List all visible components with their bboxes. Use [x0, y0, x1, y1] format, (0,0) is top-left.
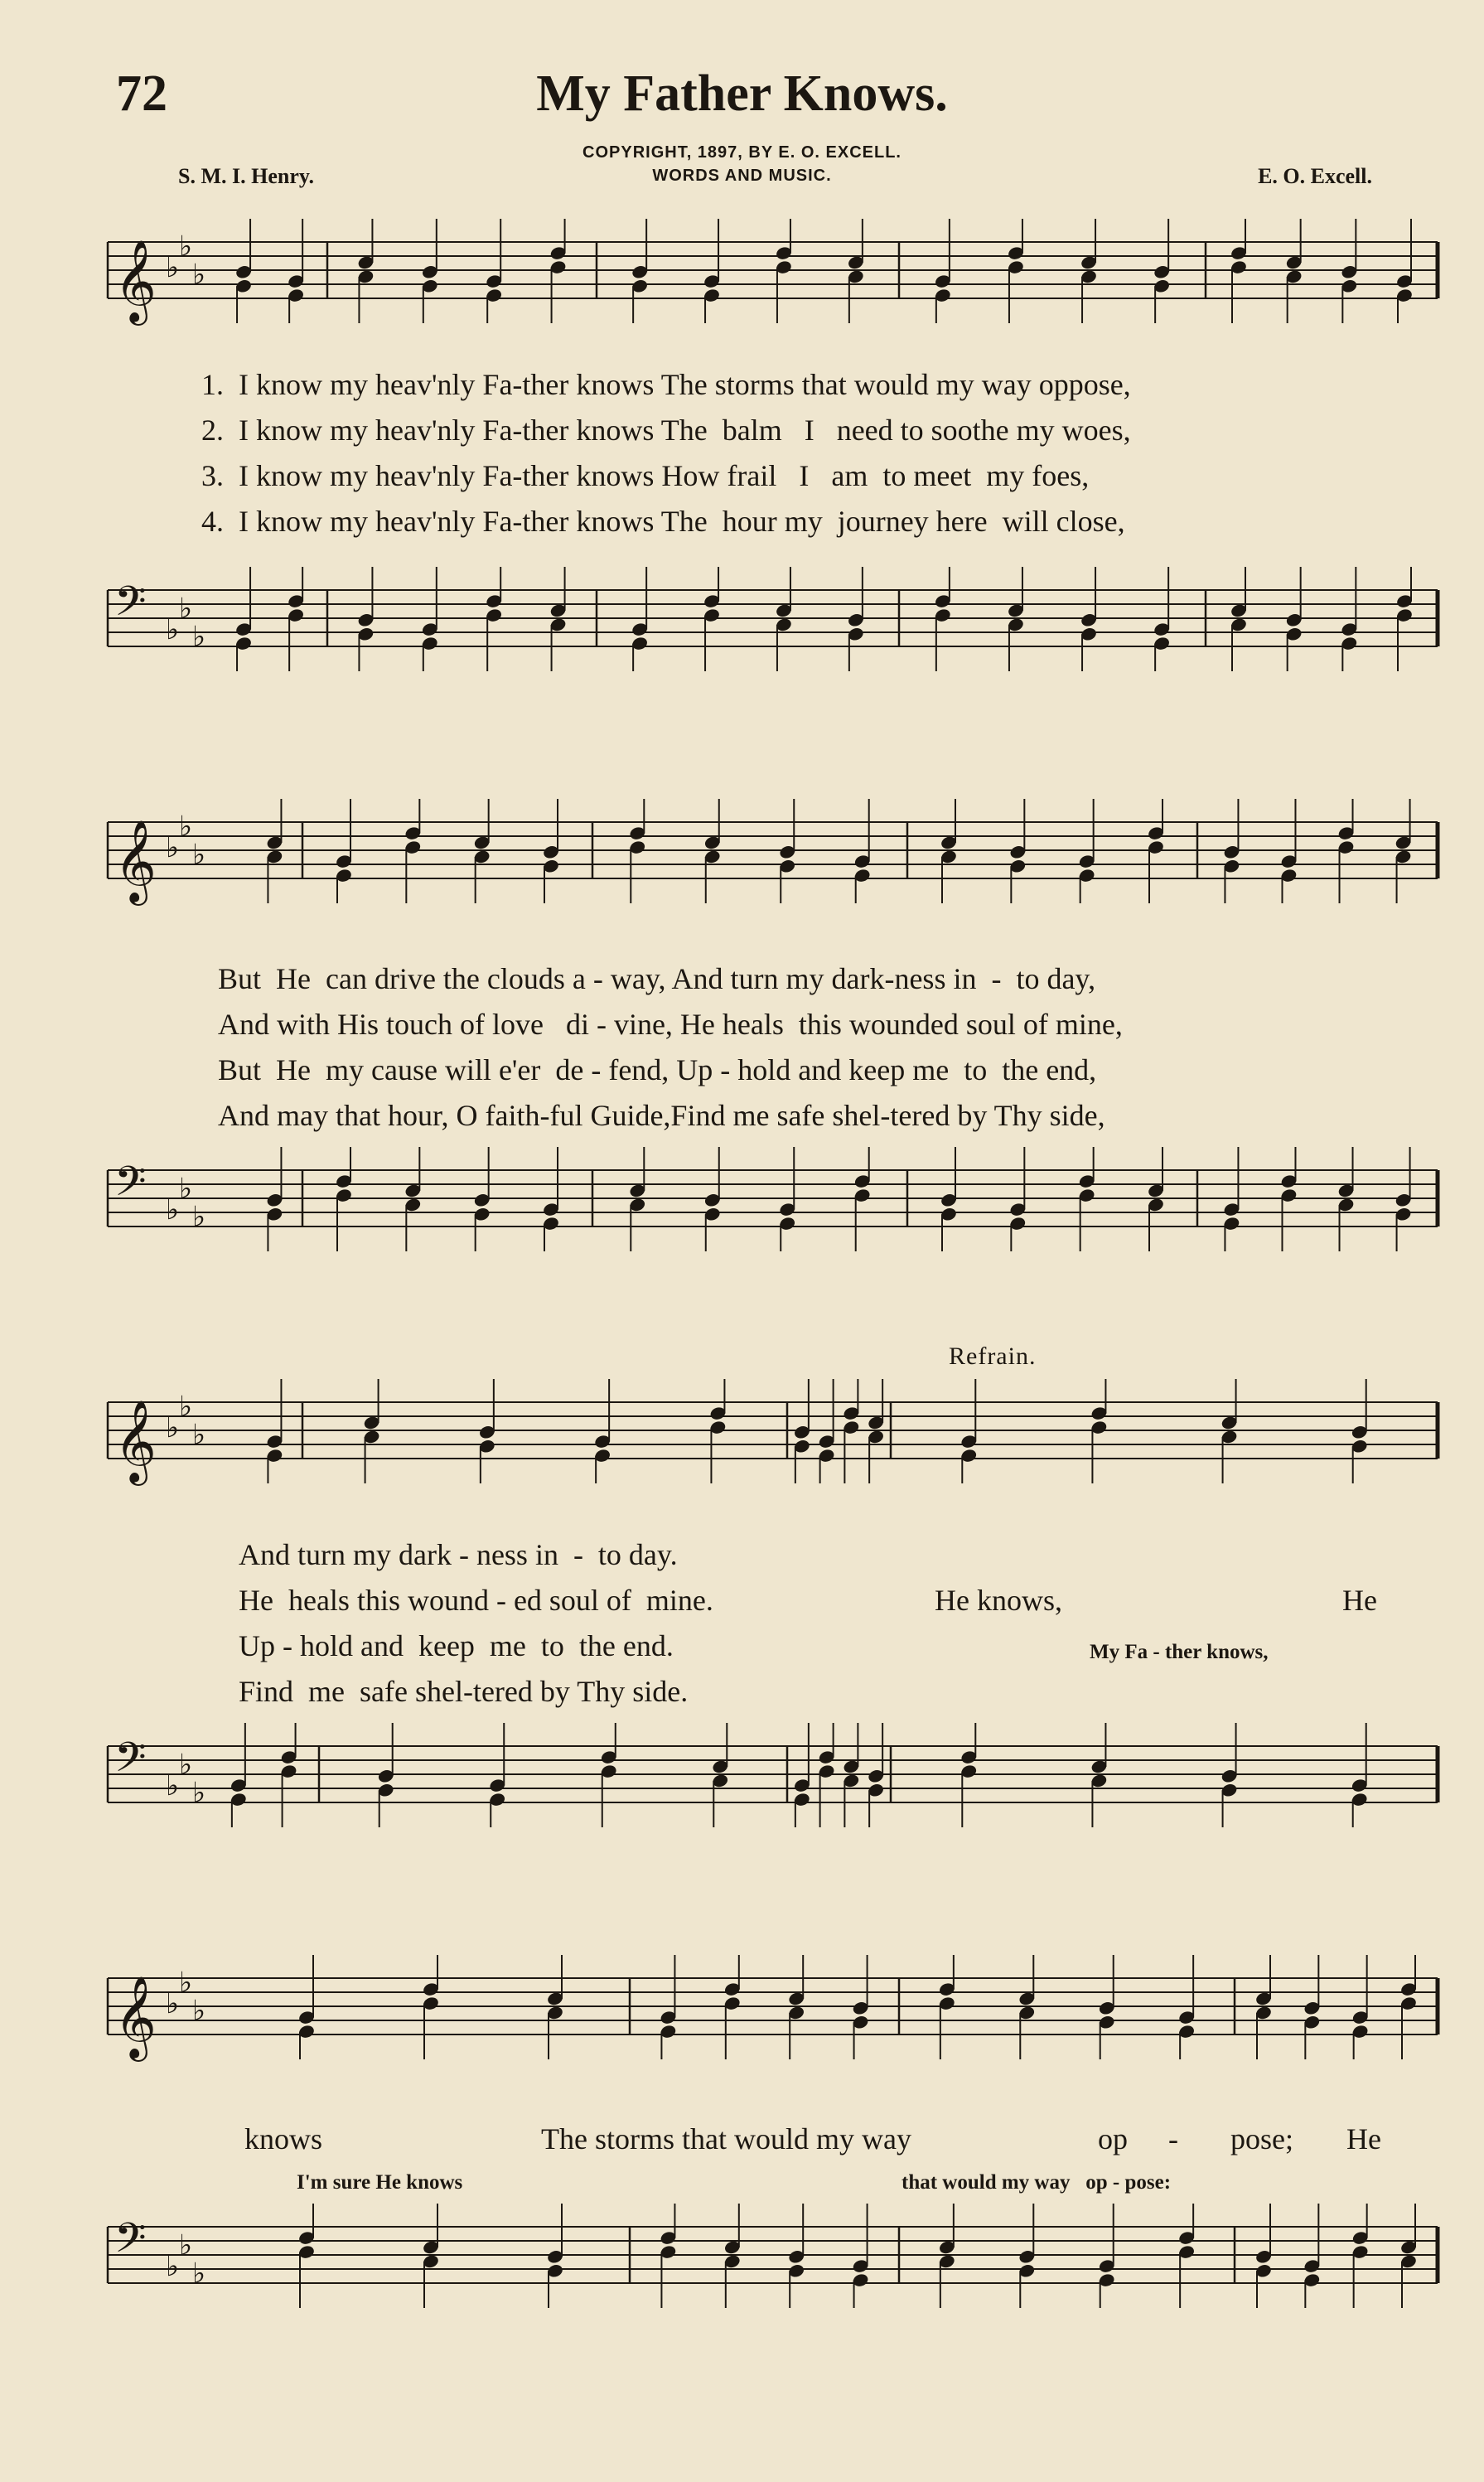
verse-line: 3. I know my heav'nly Fa-ther knows How frail I am to meet my foes,	[201, 459, 1090, 492]
hymn-title: My Father Knows.	[536, 65, 948, 122]
flat-sign-icon: ♭	[166, 251, 180, 284]
verse-word: pose;	[1230, 2122, 1293, 2155]
verse-line: But He my cause will e'er de - fend, Up - hold and keep me to the end,	[218, 1053, 1097, 1086]
flat-sign-icon: ♭	[192, 838, 206, 872]
refrain-he-knows: He knows,	[935, 1584, 1062, 1617]
flat-sign-icon: ♭	[192, 2257, 206, 2291]
bass-clef-icon: 𝄢	[114, 1158, 147, 1216]
verse-word: knows	[244, 2122, 323, 2155]
flat-sign-icon: ♭	[192, 258, 206, 292]
flat-sign-icon: ♭	[192, 1994, 206, 2028]
flat-sign-icon: ♭	[166, 1411, 180, 1444]
bass-staff-system-1	[0, 572, 1484, 738]
flat-sign-icon: ♭	[192, 1776, 206, 1810]
refrain-he: He	[1342, 1584, 1377, 1617]
bass-staff-system-4	[0, 2209, 1484, 2399]
flat-sign-icon: ♭	[179, 2228, 193, 2262]
flat-sign-icon: ♭	[166, 831, 180, 864]
refrain-label: Refrain.	[949, 1343, 1037, 1370]
bass-staff-system-2	[0, 1152, 1484, 1309]
flat-sign-icon: ♭	[166, 2250, 180, 2283]
bass-staff-system-3	[0, 1728, 1484, 1894]
verse-line: And may that hour, O faith-ful Guide,Find me safe shel-tered by Thy side,	[218, 1099, 1105, 1132]
verse-line: 1. I know my heav'nly Fa-ther knows The storms that would my way oppose,	[201, 368, 1131, 401]
bass-clef-icon: 𝄢	[114, 1734, 147, 1792]
verse-line: 2. I know my heav'nly Fa-ther knows The balm I need to soothe my woes,	[201, 414, 1131, 447]
flat-sign-icon: ♭	[192, 1200, 206, 1234]
treble-clef-icon: 𝄞	[114, 239, 157, 322]
treble-staff-system-3	[0, 1384, 1484, 1525]
flat-sign-icon: ♭	[166, 1769, 180, 1802]
verse-line: Up - hold and keep me to the end.	[239, 1629, 674, 1662]
flat-sign-icon: ♭	[179, 1748, 193, 1782]
flat-sign-icon: ♭	[179, 1390, 193, 1424]
page-number: 72	[116, 65, 167, 122]
verse-line: And turn my dark - ness in - to day.	[239, 1538, 678, 1571]
composer-credit: E. O. Excell.	[1258, 164, 1372, 188]
verse-word: op	[1098, 2122, 1128, 2155]
bass-clef-icon: 𝄢	[114, 2214, 147, 2272]
treble-clef-icon: 𝄞	[114, 1400, 157, 1483]
verse-line: He heals this wound - ed soul of mine.	[239, 1584, 713, 1617]
treble-staff-system-2	[0, 804, 1484, 928]
echo-lyric: My Fa - ther knows,	[1090, 1641, 1269, 1663]
verse-line: The storms that would my way	[541, 2122, 911, 2155]
flat-sign-icon: ♭	[192, 1418, 206, 1452]
lyricist-credit: S. M. I. Henry.	[178, 164, 314, 188]
flat-sign-icon: ♭	[179, 1172, 193, 1206]
flat-sign-icon: ♭	[166, 613, 180, 646]
treble-staff-system-4	[0, 1960, 1484, 2101]
flat-sign-icon: ♭	[166, 1193, 180, 1226]
verse-line: 4. I know my heav'nly Fa-ther knows The hour my journey here will close,	[201, 505, 1125, 538]
treble-clef-icon: 𝄞	[114, 1976, 157, 2059]
flat-sign-icon: ♭	[179, 592, 193, 626]
verse-line: Find me safe shel-tered by Thy side.	[239, 1675, 689, 1708]
flat-sign-icon: ♭	[179, 230, 193, 264]
verse-word: He	[1346, 2122, 1381, 2155]
flat-sign-icon: ♭	[179, 810, 193, 844]
echo-lyric: that would my way op - pose:	[902, 2171, 1172, 2194]
bass-clef-icon: 𝄢	[114, 578, 147, 636]
copyright-line: COPYRIGHT, 1897, BY E. O. EXCELL.	[582, 143, 902, 162]
treble-clef-icon: 𝄞	[114, 820, 157, 902]
verse-line: But He can drive the clouds a - way, And turn my dark-ness in - to day,	[218, 962, 1096, 995]
treble-staff-system-1	[0, 224, 1484, 348]
verse-line: And with His touch of love di - vine, He heals this wounded soul of mine,	[218, 1008, 1123, 1041]
flat-sign-icon: ♭	[192, 620, 206, 654]
rights-line: WORDS AND MUSIC.	[652, 167, 832, 185]
flat-sign-icon: ♭	[166, 1987, 180, 2020]
echo-lyric: I'm sure He knows	[297, 2171, 463, 2194]
flat-sign-icon: ♭	[179, 1966, 193, 2000]
hyphen: -	[1168, 2122, 1178, 2155]
